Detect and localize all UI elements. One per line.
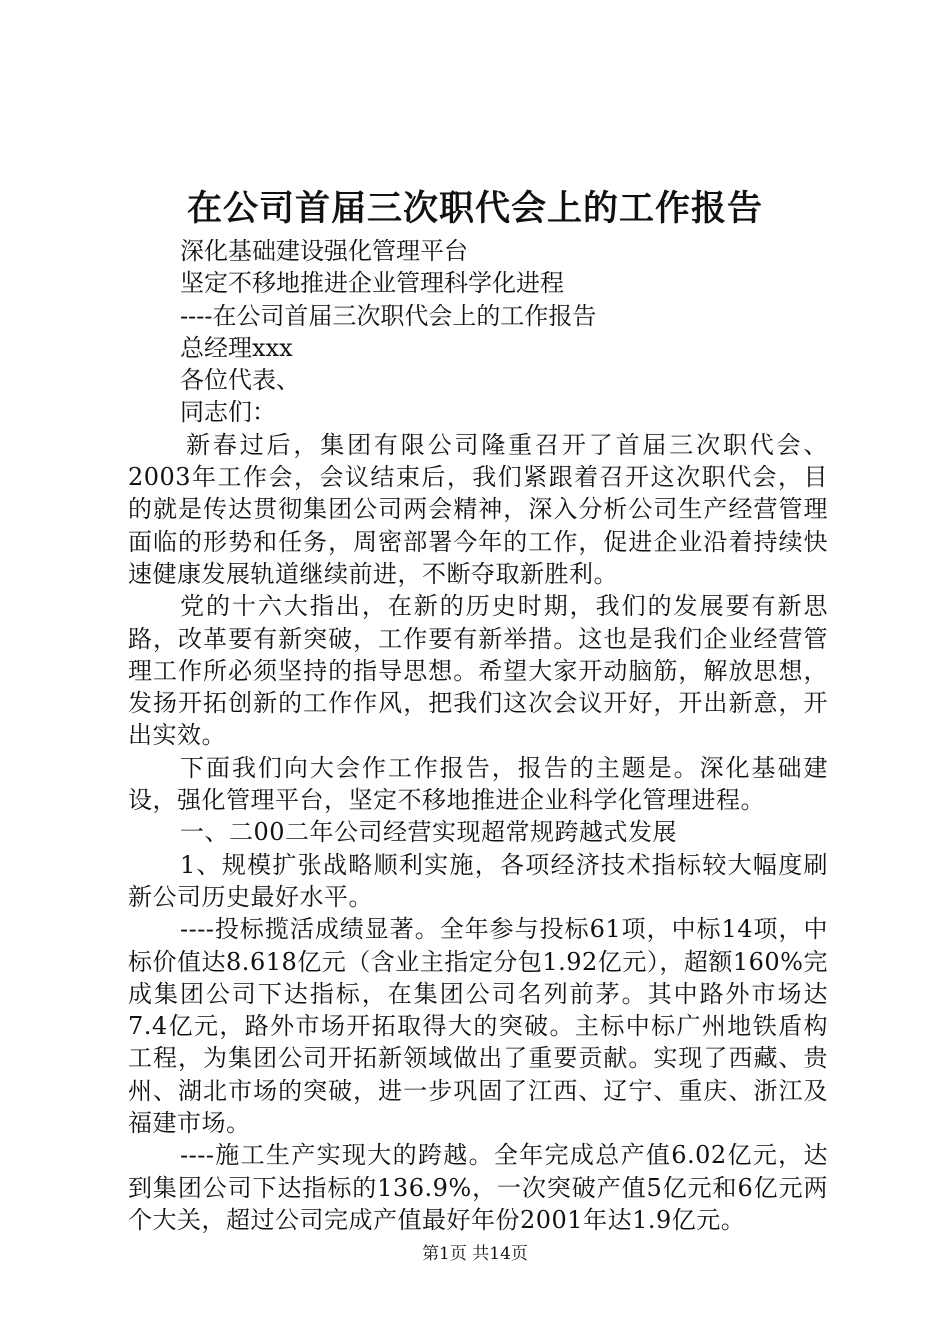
page-footer: 第1页 共14页 — [422, 1244, 528, 1264]
document-title: 在公司首届三次职代会上的工作报告 — [186, 188, 763, 229]
section-heading: 一、二00二年公司经营实现超常规跨越式发展 — [180, 818, 678, 847]
paragraph: 党的十六大指出，在新的历史时期，我们的发展要有新思路，改革要有新突破，工作要有新举措。这也是我们企业经营管理工作所必须坚持的指导思想。希望大家开动脑筋，解放思想，发扬开拓创新的工作作风，把我们这次会议开好，开出新意，开出实效。 — [128, 592, 828, 750]
paragraph: 新春过后，集团有限公司隆重召开了首届三次职代会、2003年工作会，会议结束后，我们紧跟着召开这次职代会，目的就是传达贯彻集团公司两会精神，深入分析公司生产经营管理面临的形势和任务，周密部署今年的工作，促进企业沿着持续快速健康发展轨道继续前进，不断夺取新胜利。 — [128, 430, 828, 588]
subtitle-line: 深化基础建设强化管理平台 — [180, 237, 468, 265]
subtitle-line: 坚定不移地推进企业管理科学化进程 — [180, 269, 564, 298]
salutation-line: 同志们： — [180, 398, 276, 427]
document-body — [128, 235, 828, 1236]
paragraph: ----施工生产实现大的跨越。全年完成总产值6.02亿元，达到集团公司下达指标的136.9%，一次突破产值5亿元和6亿元两个大关，超过公司完成产值最好年份2001年达1.9亿元。 — [128, 1141, 828, 1234]
author-line: 总经理xxx — [180, 333, 293, 362]
paragraph: 1、规模扩张战略顺利实施，各项经济技术指标较大幅度刷新公司历史最好水平。 — [128, 850, 828, 911]
paragraph: ----投标揽活成绩显著。全年参与投标61项，中标14项，中标价值达8.618亿元（含业主指定分包1.92亿元），超额160%完成集团公司下达指标，在集团公司名列前茅。其中路外市场达7.4亿元，路外市场开拓取得大的突破。主标中标广州地铁盾构工程，为集团公司开拓新领域做出了重要贡献。实现了西藏、贵州、湖北市场的突破，进一步巩固了江西、辽宁、重庆、浙江及福建市场。 — [128, 915, 828, 1138]
paragraph: 下面我们向大会作工作报告，报告的主题是。深化基础建设，强化管理平台，坚定不移地推进企业科学化管理进程。 — [128, 753, 828, 815]
subtitle-line: ----在公司首届三次职代会上的工作报告 — [180, 301, 597, 330]
salutation-line: 各位代表、 — [180, 366, 300, 395]
